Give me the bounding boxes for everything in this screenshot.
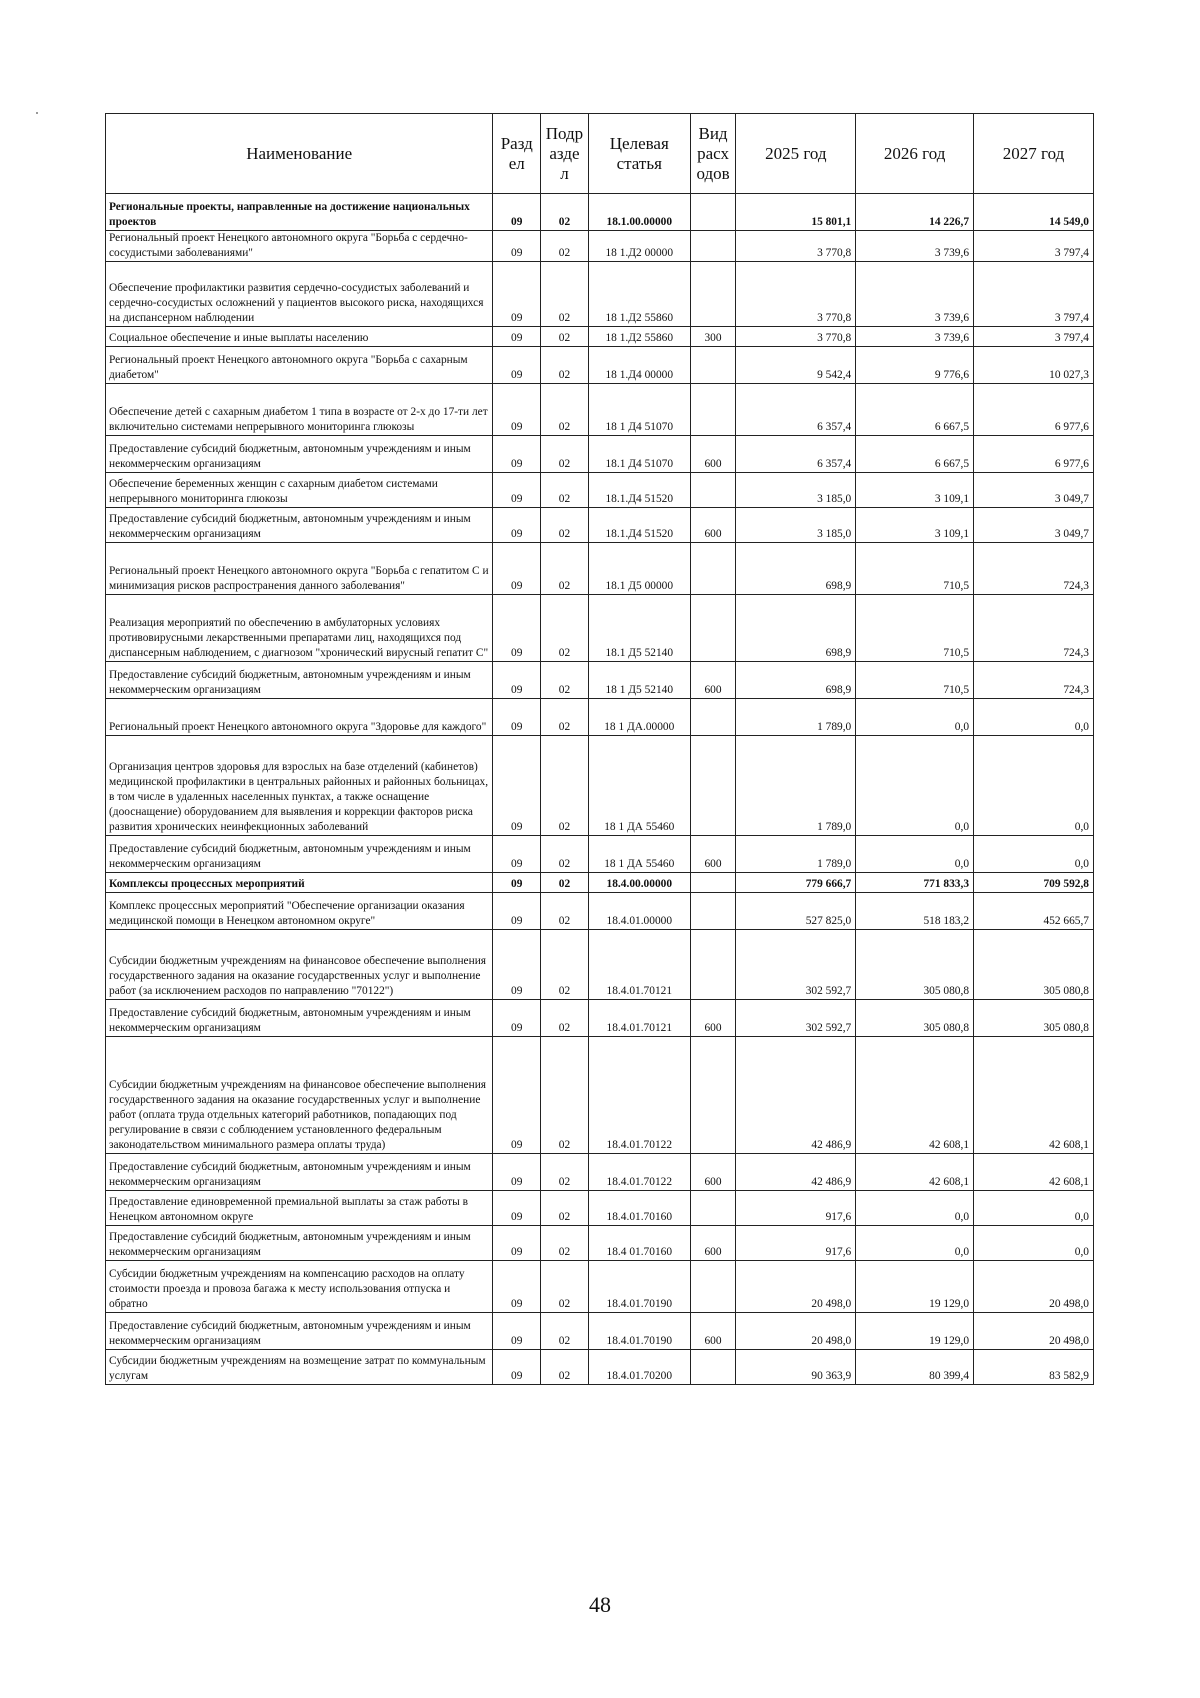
table-row xyxy=(106,262,1094,327)
row-podrazdel: 02 xyxy=(541,347,589,384)
row-target: 18 1 ДА 55460 xyxy=(588,836,690,873)
row-2027: 305 080,8 xyxy=(974,930,1094,1000)
row-2027: 305 080,8 xyxy=(974,1000,1094,1037)
row-2026: 0,0 xyxy=(856,1191,974,1226)
table-row xyxy=(106,662,1094,699)
row-name: Комплекс процессных мероприятий "Обеспечение организации оказания медицинской помощи в Ненецком автономном округе" xyxy=(106,893,493,930)
header-2026: 2026 год xyxy=(856,114,974,194)
page-number: 48 xyxy=(589,1592,611,1617)
table-row xyxy=(106,595,1094,662)
row-target: 18.4.01.70190 xyxy=(588,1313,690,1350)
row-vid: 600 xyxy=(690,1154,736,1191)
row-2027: 0,0 xyxy=(974,836,1094,873)
row-2027: 10 027,3 xyxy=(974,347,1094,384)
row-name: Обеспечение профилактики развития сердечно-сосудистых заболеваний и сердечно-сосудистых осложнений у пациентов высокого риска, находящихся на диспансерном наблюдении xyxy=(106,262,493,327)
row-podrazdel: 02 xyxy=(541,436,589,473)
row-target: 18 1.Д4 00000 xyxy=(588,347,690,384)
row-2026: 6 667,5 xyxy=(856,436,974,473)
row-razdel: 09 xyxy=(493,508,541,543)
row-podrazdel: 02 xyxy=(541,262,589,327)
row-podrazdel: 02 xyxy=(541,1037,589,1154)
row-podrazdel: 02 xyxy=(541,1000,589,1037)
row-name: Социальное обеспечение и иные выплаты населению xyxy=(106,327,493,347)
row-2025: 3 185,0 xyxy=(736,473,856,508)
row-podrazdel: 02 xyxy=(541,873,589,893)
row-target: 18.4.01.70190 xyxy=(588,1261,690,1313)
row-name: Предоставление субсидий бюджетным, автономным учреждениям и иным некоммерческим организациям xyxy=(106,1226,493,1261)
row-name: Предоставление субсидий бюджетным, автономным учреждениям и иным некоммерческим организациям xyxy=(106,1313,493,1350)
row-2026: 3 109,1 xyxy=(856,508,974,543)
row-podrazdel: 02 xyxy=(541,508,589,543)
row-2026: 14 226,7 xyxy=(856,194,974,231)
row-name: Обеспечение детей с сахарным диабетом 1 типа в возрасте от 2-х до 17-ти лет включительно системами непрерывного мониторинга глюкозы xyxy=(106,384,493,436)
header-podrazdel: Подр азде л xyxy=(541,114,589,194)
row-2025: 42 486,9 xyxy=(736,1154,856,1191)
row-2026: 19 129,0 xyxy=(856,1313,974,1350)
row-name: Субсидии бюджетным учреждениям на финансовое обеспечение выполнения государственного задания на оказание государственных услуг и выполнение работ (оплата труда отдельных категорий работников, попадающих под регулирование в связи с соблюдением установленного федеральным законодательством минимального размера оплаты труда) xyxy=(106,1037,493,1154)
table-row xyxy=(106,1226,1094,1261)
row-2027: 3 049,7 xyxy=(974,473,1094,508)
row-razdel: 09 xyxy=(493,1037,541,1154)
table-row xyxy=(106,473,1094,508)
row-2025: 20 498,0 xyxy=(736,1261,856,1313)
row-razdel: 09 xyxy=(493,436,541,473)
row-vid xyxy=(690,930,736,1000)
row-name: Региональный проект Ненецкого автономного округа "Борьба с сахарным диабетом" xyxy=(106,347,493,384)
table-row xyxy=(106,1000,1094,1037)
row-2025: 42 486,9 xyxy=(736,1037,856,1154)
row-2025: 3 770,8 xyxy=(736,327,856,347)
row-target: 18 1 Д4 51070 xyxy=(588,384,690,436)
row-2025: 917,6 xyxy=(736,1191,856,1226)
row-razdel: 09 xyxy=(493,1154,541,1191)
row-2025: 90 363,9 xyxy=(736,1350,856,1385)
row-2026: 710,5 xyxy=(856,543,974,595)
row-vid xyxy=(690,194,736,231)
row-2027: 724,3 xyxy=(974,595,1094,662)
row-name: Региональный проект Ненецкого автономного округа "Борьба с гепатитом С и минимизация рисков распространения данного заболевания" xyxy=(106,543,493,595)
table-row xyxy=(106,873,1094,893)
row-name: Региональные проекты, направленные на достижение национальных проектов xyxy=(106,194,493,231)
row-target: 18 1 ДА 55460 xyxy=(588,736,690,836)
row-target: 18.4.01.70122 xyxy=(588,1037,690,1154)
row-name: Региональный проект Ненецкого автономного округа "Борьба с сердечно-сосудистыми заболеваниями" xyxy=(106,231,493,262)
row-name: Предоставление субсидий бюджетным, автономным учреждениям и иным некоммерческим организациям xyxy=(106,508,493,543)
row-name: Комплексы процессных мероприятий xyxy=(106,873,493,893)
row-target: 18.1 Д5 52140 xyxy=(588,595,690,662)
row-2026: 305 080,8 xyxy=(856,1000,974,1037)
row-razdel: 09 xyxy=(493,1226,541,1261)
header-2025: 2025 год xyxy=(736,114,856,194)
row-2026: 518 183,2 xyxy=(856,893,974,930)
row-vid xyxy=(690,231,736,262)
row-2027: 6 977,6 xyxy=(974,436,1094,473)
row-razdel: 09 xyxy=(493,384,541,436)
row-razdel: 09 xyxy=(493,543,541,595)
row-2027: 724,3 xyxy=(974,662,1094,699)
row-name: Предоставление единовременной премиальной выплаты за стаж работы в Ненецком автономном округе xyxy=(106,1191,493,1226)
row-podrazdel: 02 xyxy=(541,662,589,699)
row-vid xyxy=(690,1191,736,1226)
row-2026: 3 739,6 xyxy=(856,327,974,347)
row-2026: 80 399,4 xyxy=(856,1350,974,1385)
row-2027: 709 592,8 xyxy=(974,873,1094,893)
table-row xyxy=(106,1191,1094,1226)
row-2026: 9 776,6 xyxy=(856,347,974,384)
row-2026: 0,0 xyxy=(856,699,974,736)
row-target: 18.1 Д5 00000 xyxy=(588,543,690,595)
row-razdel: 09 xyxy=(493,699,541,736)
row-2027: 0,0 xyxy=(974,699,1094,736)
row-2026: 710,5 xyxy=(856,662,974,699)
row-podrazdel: 02 xyxy=(541,1313,589,1350)
row-podrazdel: 02 xyxy=(541,893,589,930)
header-name: Наименование xyxy=(106,114,493,194)
row-razdel: 09 xyxy=(493,262,541,327)
row-vid xyxy=(690,473,736,508)
row-name: Субсидии бюджетным учреждениям на компенсацию расходов на оплату стоимости проезда и провоза багажа к месту использования отпуска и обратно xyxy=(106,1261,493,1313)
row-vid xyxy=(690,893,736,930)
row-2026: 19 129,0 xyxy=(856,1261,974,1313)
row-2025: 302 592,7 xyxy=(736,930,856,1000)
row-razdel: 09 xyxy=(493,327,541,347)
row-2025: 698,9 xyxy=(736,543,856,595)
row-name: Организация центров здоровья для взрослых на базе отделений (кабинетов) медицинской профилактики в центральных районных и районных больницах, в том числе в удаленных населенных пунктах, а также оснащение (дооснащение) оборудованием для выявления и коррекции факторов риска развития хронических неинфекционных заболеваний xyxy=(106,736,493,836)
row-vid: 600 xyxy=(690,508,736,543)
row-2027: 3 797,4 xyxy=(974,327,1094,347)
table-row xyxy=(106,1313,1094,1350)
row-2027: 42 608,1 xyxy=(974,1154,1094,1191)
row-2027: 0,0 xyxy=(974,1191,1094,1226)
row-target: 18.4.01.70122 xyxy=(588,1154,690,1191)
row-2025: 1 789,0 xyxy=(736,736,856,836)
row-vid: 600 xyxy=(690,662,736,699)
row-podrazdel: 02 xyxy=(541,836,589,873)
header-razdel: Разд ел xyxy=(493,114,541,194)
row-name: Предоставление субсидий бюджетным, автономным учреждениям и иным некоммерческим организациям xyxy=(106,436,493,473)
row-2027: 6 977,6 xyxy=(974,384,1094,436)
table-row xyxy=(106,699,1094,736)
budget-table xyxy=(105,113,1094,1385)
row-vid xyxy=(690,262,736,327)
row-2025: 698,9 xyxy=(736,595,856,662)
row-vid: 300 xyxy=(690,327,736,347)
row-2026: 305 080,8 xyxy=(856,930,974,1000)
table-row xyxy=(106,1154,1094,1191)
row-vid xyxy=(690,1037,736,1154)
row-razdel: 09 xyxy=(493,1313,541,1350)
row-razdel: 09 xyxy=(493,595,541,662)
row-target: 18.4.01.70160 xyxy=(588,1191,690,1226)
row-podrazdel: 02 xyxy=(541,1226,589,1261)
table-row xyxy=(106,384,1094,436)
row-name: Региональный проект Ненецкого автономного округа "Здоровье для каждого" xyxy=(106,699,493,736)
table-row xyxy=(106,543,1094,595)
row-razdel: 09 xyxy=(493,873,541,893)
row-name: Субсидии бюджетным учреждениям на финансовое обеспечение выполнения государственного задания на оказание государственных услуг и выполнение работ (за исключением расходов по направлению "70122") xyxy=(106,930,493,1000)
row-razdel: 09 xyxy=(493,930,541,1000)
row-razdel: 09 xyxy=(493,893,541,930)
row-vid xyxy=(690,595,736,662)
row-2025: 779 666,7 xyxy=(736,873,856,893)
row-2027: 0,0 xyxy=(974,736,1094,836)
row-podrazdel: 02 xyxy=(541,384,589,436)
row-vid: 600 xyxy=(690,1226,736,1261)
row-razdel: 09 xyxy=(493,836,541,873)
row-podrazdel: 02 xyxy=(541,327,589,347)
row-razdel: 09 xyxy=(493,231,541,262)
table-row xyxy=(106,436,1094,473)
row-razdel: 09 xyxy=(493,194,541,231)
row-podrazdel: 02 xyxy=(541,1154,589,1191)
row-vid xyxy=(690,384,736,436)
row-2026: 42 608,1 xyxy=(856,1037,974,1154)
row-razdel: 09 xyxy=(493,1350,541,1385)
row-name: Предоставление субсидий бюджетным, автономным учреждениям и иным некоммерческим организациям xyxy=(106,1000,493,1037)
row-podrazdel: 02 xyxy=(541,194,589,231)
row-name: Обеспечение беременных женщин с сахарным диабетом системами непрерывного мониторинга глюкозы xyxy=(106,473,493,508)
row-razdel: 09 xyxy=(493,473,541,508)
row-name: Предоставление субсидий бюджетным, автономным учреждениям и иным некоммерческим организациям xyxy=(106,662,493,699)
table-row xyxy=(106,893,1094,930)
row-2027: 83 582,9 xyxy=(974,1350,1094,1385)
row-2025: 6 357,4 xyxy=(736,384,856,436)
row-podrazdel: 02 xyxy=(541,930,589,1000)
row-2025: 20 498,0 xyxy=(736,1313,856,1350)
row-2026: 6 667,5 xyxy=(856,384,974,436)
row-razdel: 09 xyxy=(493,1261,541,1313)
table-row xyxy=(106,194,1094,231)
row-2027: 3 797,4 xyxy=(974,231,1094,262)
table-body xyxy=(106,194,1094,1385)
row-2027: 724,3 xyxy=(974,543,1094,595)
row-vid xyxy=(690,736,736,836)
row-2025: 1 789,0 xyxy=(736,836,856,873)
header-2027: 2027 год xyxy=(974,114,1094,194)
row-podrazdel: 02 xyxy=(541,1191,589,1226)
row-podrazdel: 02 xyxy=(541,543,589,595)
row-name: Предоставление субсидий бюджетным, автономным учреждениям и иным некоммерческим организациям xyxy=(106,836,493,873)
row-2025: 3 770,8 xyxy=(736,262,856,327)
row-target: 18.1 Д4 51070 xyxy=(588,436,690,473)
row-podrazdel: 02 xyxy=(541,1261,589,1313)
row-vid: 600 xyxy=(690,1313,736,1350)
row-2025: 3 770,8 xyxy=(736,231,856,262)
table-row xyxy=(106,327,1094,347)
row-podrazdel: 02 xyxy=(541,1350,589,1385)
row-2026: 3 739,6 xyxy=(856,231,974,262)
row-2027: 452 665,7 xyxy=(974,893,1094,930)
table-row xyxy=(106,930,1094,1000)
row-2025: 3 185,0 xyxy=(736,508,856,543)
table-row xyxy=(106,1350,1094,1385)
row-target: 18.4.00.00000 xyxy=(588,873,690,893)
row-2027: 20 498,0 xyxy=(974,1261,1094,1313)
row-vid xyxy=(690,699,736,736)
row-target: 18.1.Д4 51520 xyxy=(588,473,690,508)
row-target: 18.4.01.70200 xyxy=(588,1350,690,1385)
table-row xyxy=(106,1037,1094,1154)
row-podrazdel: 02 xyxy=(541,736,589,836)
row-vid xyxy=(690,873,736,893)
row-2027: 42 608,1 xyxy=(974,1037,1094,1154)
row-podrazdel: 02 xyxy=(541,699,589,736)
row-target: 18.4.01.70121 xyxy=(588,930,690,1000)
row-2027: 0,0 xyxy=(974,1226,1094,1261)
row-2025: 698,9 xyxy=(736,662,856,699)
row-razdel: 09 xyxy=(493,662,541,699)
table-row xyxy=(106,347,1094,384)
row-target: 18.1.00.00000 xyxy=(588,194,690,231)
row-2027: 3 049,7 xyxy=(974,508,1094,543)
table-row xyxy=(106,231,1094,262)
table-row xyxy=(106,508,1094,543)
row-vid xyxy=(690,347,736,384)
row-target: 18 1 ДА.00000 xyxy=(588,699,690,736)
row-2026: 0,0 xyxy=(856,1226,974,1261)
row-name: Субсидии бюджетным учреждениям на возмещение затрат по коммунальным услугам xyxy=(106,1350,493,1385)
row-2025: 9 542,4 xyxy=(736,347,856,384)
row-target: 18 1 Д5 52140 xyxy=(588,662,690,699)
row-vid: 600 xyxy=(690,836,736,873)
row-2025: 15 801,1 xyxy=(736,194,856,231)
row-vid xyxy=(690,1350,736,1385)
row-2025: 302 592,7 xyxy=(736,1000,856,1037)
row-2026: 42 608,1 xyxy=(856,1154,974,1191)
row-razdel: 09 xyxy=(493,1191,541,1226)
row-vid xyxy=(690,1261,736,1313)
row-2026: 3 739,6 xyxy=(856,262,974,327)
row-razdel: 09 xyxy=(493,347,541,384)
row-target: 18.4.01.00000 xyxy=(588,893,690,930)
row-target: 18 1.Д2 00000 xyxy=(588,231,690,262)
row-name: Реализация мероприятий по обеспечению в амбулаторных условиях противовирусными лекарственными препаратами лиц, находящихся под диспансерным наблюдением, с диагнозом "хронический вирусный гепатит С" xyxy=(106,595,493,662)
row-2025: 1 789,0 xyxy=(736,699,856,736)
row-vid: 600 xyxy=(690,436,736,473)
row-2026: 771 833,3 xyxy=(856,873,974,893)
table-row xyxy=(106,736,1094,836)
row-target: 18.4 01.70160 xyxy=(588,1226,690,1261)
row-2026: 3 109,1 xyxy=(856,473,974,508)
row-target: 18 1.Д2 55860 xyxy=(588,327,690,347)
row-razdel: 09 xyxy=(493,736,541,836)
row-razdel: 09 xyxy=(493,1000,541,1037)
row-target: 18 1.Д2 55860 xyxy=(588,262,690,327)
row-2026: 0,0 xyxy=(856,736,974,836)
header-target: Целевая статья xyxy=(588,114,690,194)
row-2025: 527 825,0 xyxy=(736,893,856,930)
row-2026: 710,5 xyxy=(856,595,974,662)
table-row xyxy=(106,1261,1094,1313)
row-2027: 20 498,0 xyxy=(974,1313,1094,1350)
table-row xyxy=(106,836,1094,873)
scan-speck xyxy=(36,112,38,114)
row-target: 18.4.01.70121 xyxy=(588,1000,690,1037)
row-2025: 917,6 xyxy=(736,1226,856,1261)
row-2026: 0,0 xyxy=(856,836,974,873)
row-podrazdel: 02 xyxy=(541,473,589,508)
row-2025: 6 357,4 xyxy=(736,436,856,473)
header-vid: Вид расх одов xyxy=(690,114,736,194)
row-2027: 3 797,4 xyxy=(974,262,1094,327)
row-vid xyxy=(690,543,736,595)
row-podrazdel: 02 xyxy=(541,231,589,262)
row-name: Предоставление субсидий бюджетным, автономным учреждениям и иным некоммерческим организациям xyxy=(106,1154,493,1191)
row-podrazdel: 02 xyxy=(541,595,589,662)
row-vid: 600 xyxy=(690,1000,736,1037)
row-2027: 14 549,0 xyxy=(974,194,1094,231)
row-target: 18.1.Д4 51520 xyxy=(588,508,690,543)
